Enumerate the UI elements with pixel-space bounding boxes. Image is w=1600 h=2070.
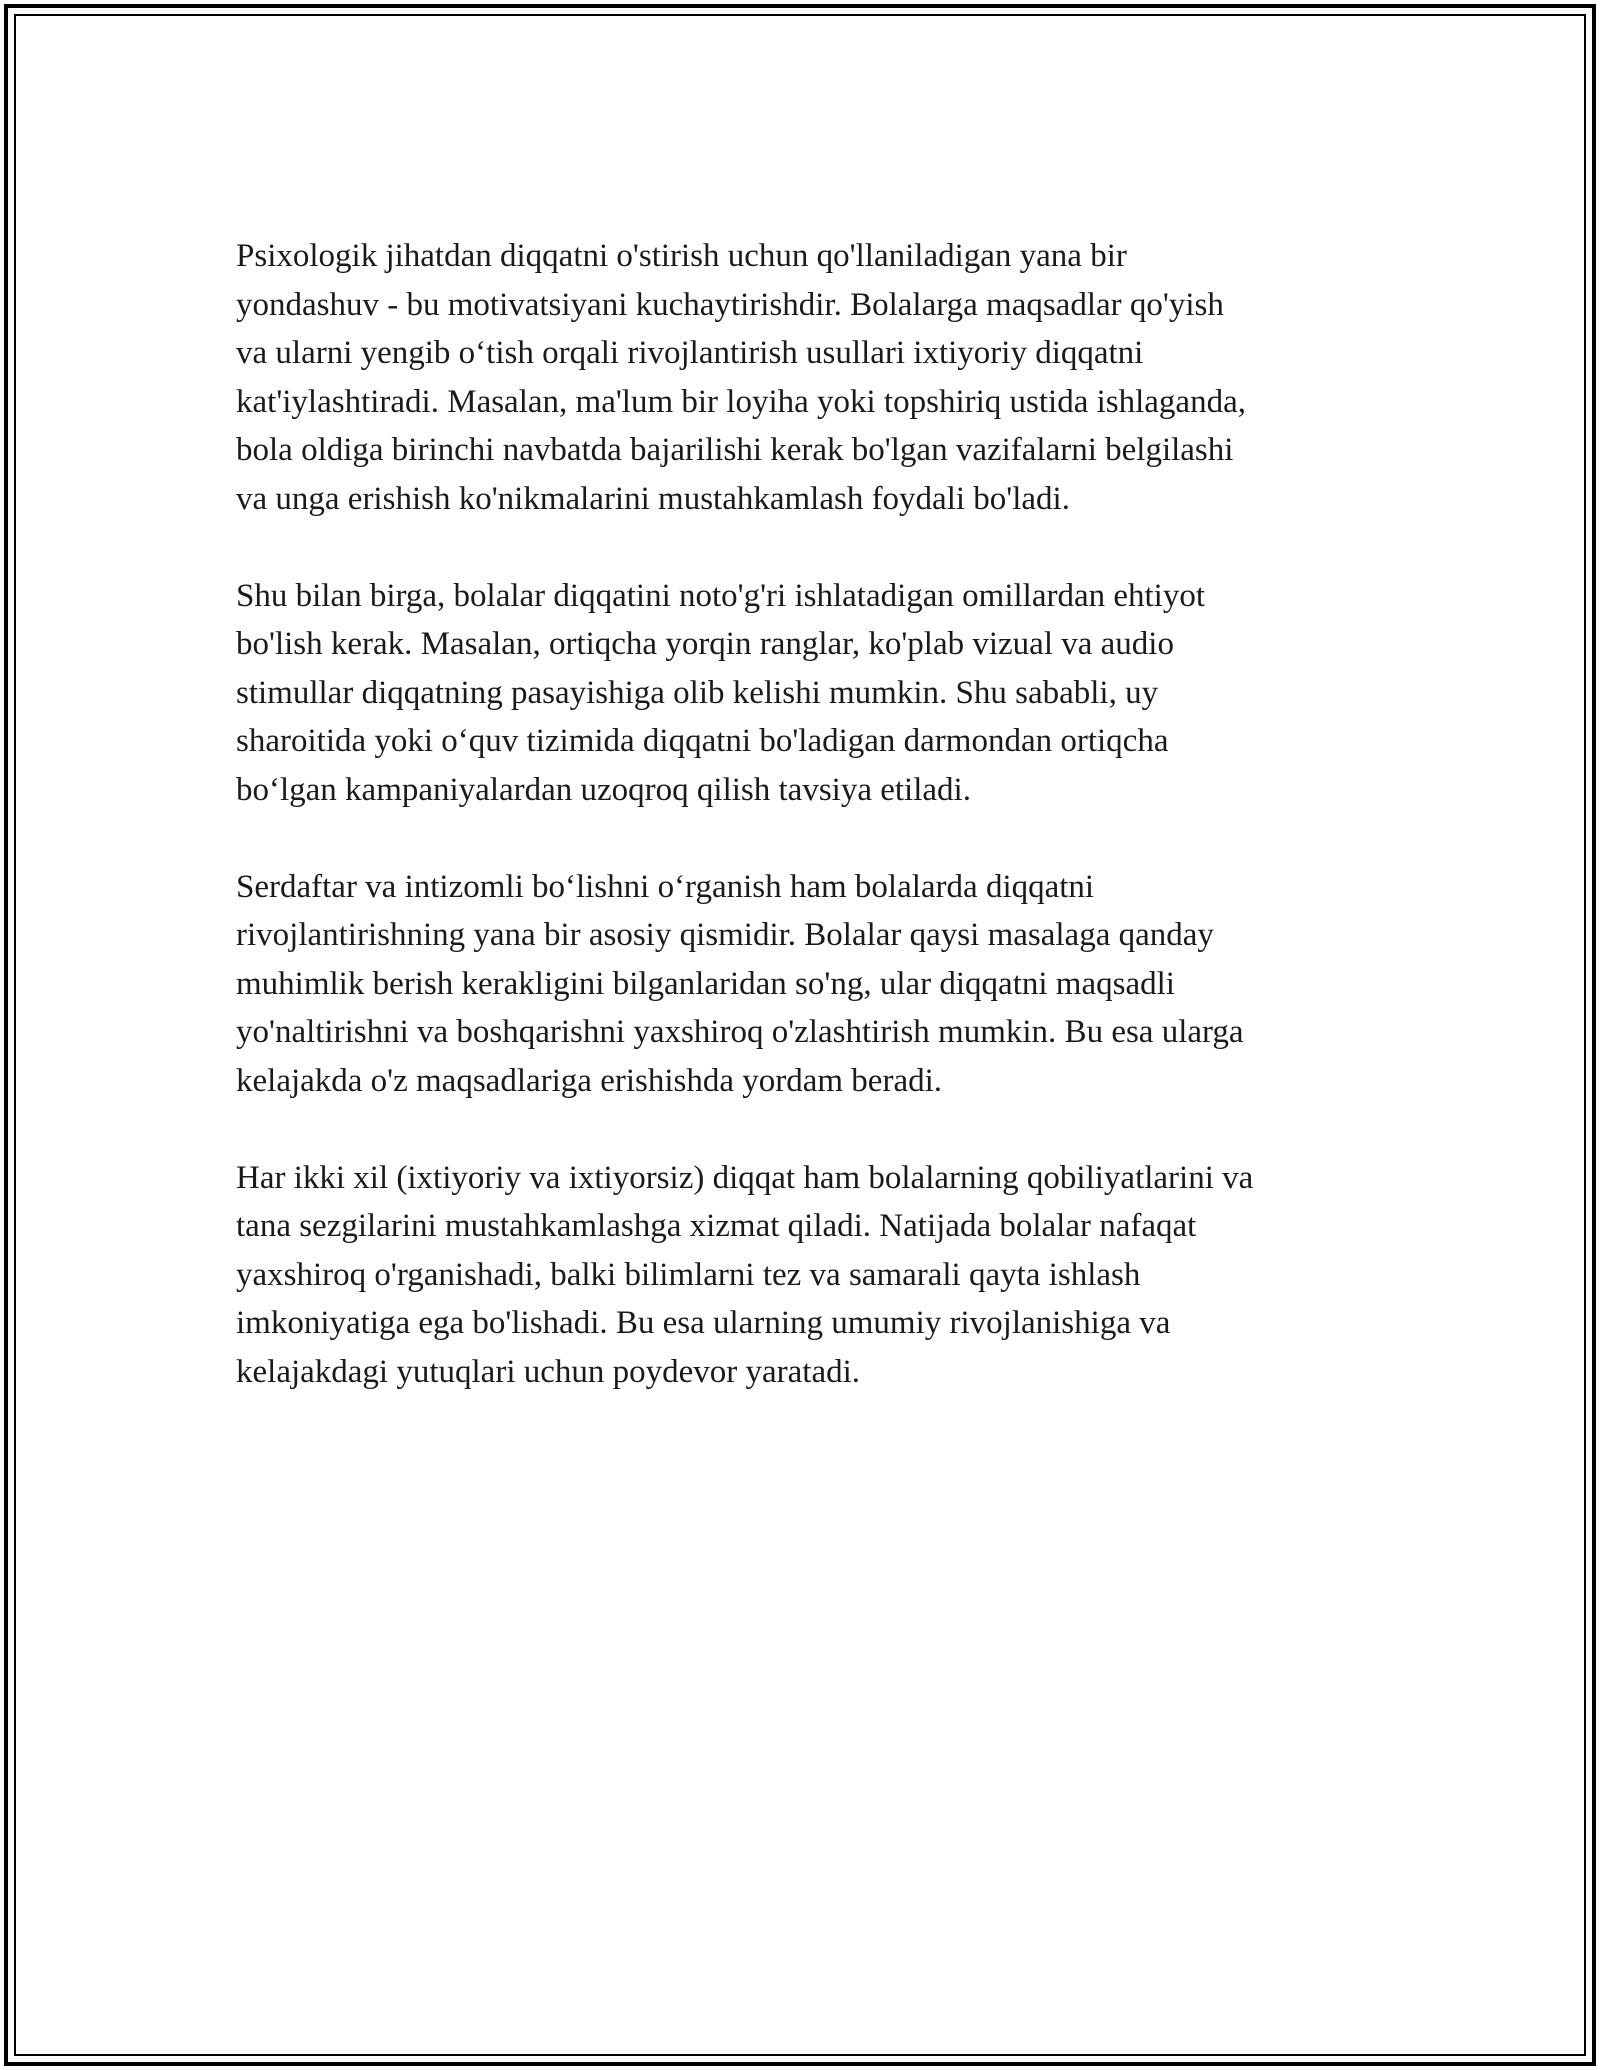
text-line: rivojlantirishning yana bir asosiy qismidir. Bolalar qaysi masalaga qanday — [236, 917, 1214, 953]
text-line: bola oldiga birinchi navbatda bajarilishi kerak bo'lgan vazifalarni belgilashi — [236, 432, 1234, 468]
text-line: va ularni yengib o‘tish orqali rivojlantirish usullari ixtiyoriy diqqatni — [236, 335, 1144, 371]
paragraph-conclusion — [236, 1154, 1376, 1397]
text-line: tana sezgilarini mustahkamlashga xizmat qiladi. Natijada bolalar nafaqat — [236, 1208, 1197, 1244]
text-line: Shu bilan birga, bolalar diqqatini noto'g'ri ishlatadigan omillardan ehtiyot — [236, 577, 1206, 614]
text-line: muhimlik berish kerakligini bilganlaridan so'ng, ular diqqatni maqsadli — [236, 965, 1175, 1002]
paragraph-distractions — [236, 572, 1376, 815]
text-line: Serdaftar va intizomli bo‘lishni o‘rganish ham bolalarda diqqatni — [236, 868, 1095, 905]
text-line: kelajakdagi yutuqlari uchun poydevor yaratadi. — [236, 1353, 861, 1390]
text-line: bo'lish kerak. Masalan, ortiqcha yorqin ranglar, ko'plab vizual va audio — [236, 626, 1174, 662]
text-line: bo‘lgan kampaniyalardan uzoqroq qilish tavsiya etiladi. — [236, 771, 971, 808]
text-line: yo'naltirishni va boshqarishni yaxshiroq o'zlashtirish mumkin. Bu esa ularga — [236, 1014, 1244, 1050]
text-line: imkoniyatiga ega bo'lishadi. Bu esa ularning umumiy rivojlanishiga va — [236, 1305, 1171, 1341]
text-line: sharoitida yoki o‘quv tizimida diqqatni bo'ladigan darmondan ortiqcha — [236, 723, 1169, 759]
text-line: yaxshiroq o'rganishadi, balki bilimlarni tez va samarali qayta ishlash — [236, 1256, 1141, 1293]
text-line: va unga erishish ko'nikmalarini mustahkamlash foydali bo'ladi. — [236, 480, 1070, 517]
document-body — [236, 232, 1376, 1445]
text-line: Psixologik jihatdan diqqatni o'stirish uchun qo'llaniladigan yana bir — [236, 238, 1127, 274]
paragraph-motivation — [236, 232, 1376, 523]
text-line: stimullar diqqatning pasayishiga olib kelishi mumkin. Shu sababli, uy — [236, 674, 1159, 711]
text-line: Har ikki xil (ixtiyoriy va ixtiyorsiz) diqqat ham bolalarning qobiliyatlarini va — [236, 1159, 1254, 1196]
text-line: yondashuv - bu motivatsiyani kuchaytirishdir. Bolalarga maqsadlar qo'yish — [236, 286, 1224, 323]
text-line: kelajakda o'z maqsadlariga erishishda yordam beradi. — [236, 1062, 943, 1099]
paragraph-discipline — [236, 863, 1376, 1106]
text-line: kat'iylashtiradi. Masalan, ma'lum bir loyiha yoki topshiriq ustida ishlaganda, — [236, 383, 1246, 420]
